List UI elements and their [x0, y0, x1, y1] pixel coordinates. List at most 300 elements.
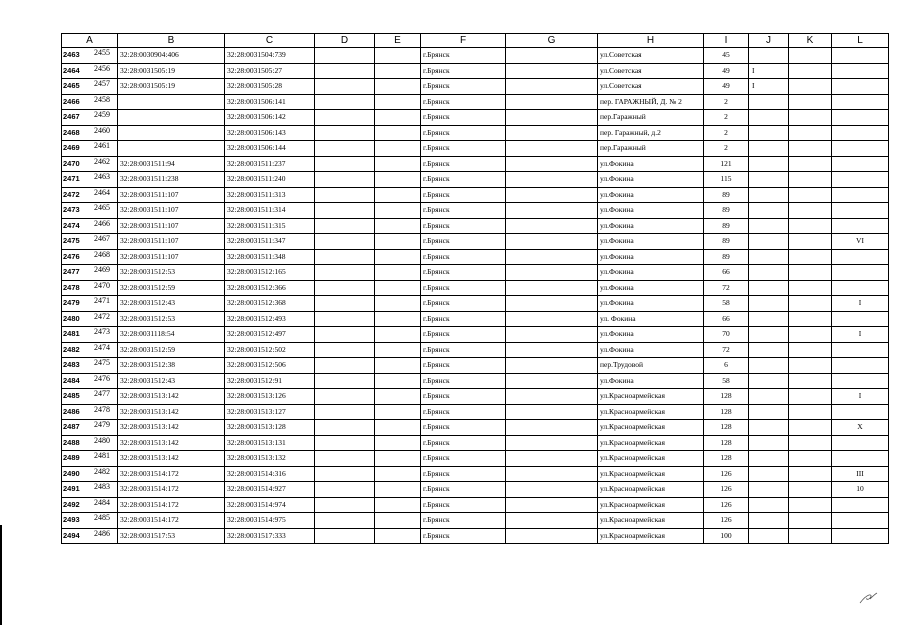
- cell-l[interactable]: [832, 280, 889, 296]
- cell-d[interactable]: [315, 389, 375, 405]
- cell-k[interactable]: [789, 296, 832, 312]
- cell-h[interactable]: ул.Советская: [598, 48, 704, 64]
- cell-h[interactable]: ул.Фокина: [598, 187, 704, 203]
- cell-g[interactable]: [506, 451, 598, 467]
- cell-f[interactable]: г.Брянск: [421, 218, 506, 234]
- cell-a[interactable]: [62, 420, 118, 436]
- cell-i[interactable]: 2: [704, 125, 749, 141]
- cell-f[interactable]: г.Брянск: [421, 513, 506, 529]
- cell-j[interactable]: [749, 280, 789, 296]
- cell-h[interactable]: ул.Фокина: [598, 342, 704, 358]
- cell-f[interactable]: г.Брянск: [421, 466, 506, 482]
- cell-b[interactable]: 32:28:0031512:43: [118, 296, 225, 312]
- cell-g[interactable]: [506, 79, 598, 95]
- cell-i[interactable]: 6: [704, 358, 749, 374]
- cell-b[interactable]: 32:28:0031514:172: [118, 513, 225, 529]
- cell-j[interactable]: [749, 311, 789, 327]
- cell-b[interactable]: 32:28:0031512:43: [118, 373, 225, 389]
- cell-g[interactable]: [506, 513, 598, 529]
- cell-g[interactable]: [506, 218, 598, 234]
- cell-l[interactable]: [832, 497, 889, 513]
- cell-i[interactable]: 66: [704, 311, 749, 327]
- cell-c[interactable]: 32:28:0031511:240: [225, 172, 315, 188]
- cell-l[interactable]: [832, 435, 889, 451]
- cell-g[interactable]: [506, 280, 598, 296]
- cell-e[interactable]: [375, 389, 421, 405]
- cell-l[interactable]: [832, 156, 889, 172]
- column-header-g[interactable]: G: [506, 34, 598, 48]
- cell-l[interactable]: [832, 342, 889, 358]
- cell-c[interactable]: 32:28:0031506:143: [225, 125, 315, 141]
- cell-d[interactable]: [315, 125, 375, 141]
- cell-a[interactable]: [62, 48, 118, 64]
- cell-d[interactable]: [315, 48, 375, 64]
- cell-g[interactable]: [506, 435, 598, 451]
- cell-j[interactable]: I: [749, 79, 789, 95]
- cell-b[interactable]: 32:28:0031513:142: [118, 404, 225, 420]
- cell-a[interactable]: [62, 451, 118, 467]
- cell-j[interactable]: [749, 373, 789, 389]
- cell-e[interactable]: [375, 451, 421, 467]
- cell-c[interactable]: 32:28:0031511:237: [225, 156, 315, 172]
- cell-g[interactable]: [506, 141, 598, 157]
- cell-h[interactable]: ул.Фокина: [598, 249, 704, 265]
- cell-h[interactable]: ул. Фокина: [598, 311, 704, 327]
- cell-j[interactable]: [749, 48, 789, 64]
- cell-a[interactable]: [62, 296, 118, 312]
- cell-e[interactable]: [375, 373, 421, 389]
- cell-g[interactable]: [506, 420, 598, 436]
- cell-b[interactable]: [118, 125, 225, 141]
- cell-d[interactable]: [315, 420, 375, 436]
- cell-b[interactable]: 32:28:0031511:107: [118, 218, 225, 234]
- cell-h[interactable]: пер.Гаражный: [598, 110, 704, 126]
- cell-b[interactable]: 32:28:0031513:142: [118, 389, 225, 405]
- cell-d[interactable]: [315, 342, 375, 358]
- cell-j[interactable]: [749, 389, 789, 405]
- cell-e[interactable]: [375, 358, 421, 374]
- cell-e[interactable]: [375, 79, 421, 95]
- cell-h[interactable]: ул.Красноармейская: [598, 482, 704, 498]
- cell-h[interactable]: ул.Советская: [598, 79, 704, 95]
- cell-g[interactable]: [506, 156, 598, 172]
- cell-h[interactable]: ул.Фокина: [598, 296, 704, 312]
- cell-j[interactable]: [749, 265, 789, 281]
- cell-g[interactable]: [506, 234, 598, 250]
- cell-b[interactable]: 32:28:0031512:53: [118, 311, 225, 327]
- cell-l[interactable]: [832, 63, 889, 79]
- column-header-j[interactable]: J: [749, 34, 789, 48]
- cell-b[interactable]: 32:28:0031514:172: [118, 466, 225, 482]
- cell-f[interactable]: г.Брянск: [421, 125, 506, 141]
- cell-l[interactable]: [832, 373, 889, 389]
- cell-d[interactable]: [315, 327, 375, 343]
- cell-a[interactable]: [62, 280, 118, 296]
- cell-c[interactable]: 32:28:0031511:348: [225, 249, 315, 265]
- cell-d[interactable]: [315, 358, 375, 374]
- cell-j[interactable]: [749, 94, 789, 110]
- cell-g[interactable]: [506, 296, 598, 312]
- cell-f[interactable]: г.Брянск: [421, 156, 506, 172]
- column-header-h[interactable]: H: [598, 34, 704, 48]
- cell-c[interactable]: 32:28:0031505:27: [225, 63, 315, 79]
- cell-c[interactable]: 32:28:0031506:141: [225, 94, 315, 110]
- cell-c[interactable]: 32:28:0031511:313: [225, 187, 315, 203]
- cell-c[interactable]: 32:28:0031514:927: [225, 482, 315, 498]
- column-header-b[interactable]: B: [118, 34, 225, 48]
- cell-b[interactable]: 32:28:0031514:172: [118, 497, 225, 513]
- cell-j[interactable]: [749, 110, 789, 126]
- cell-b[interactable]: 32:28:0030904:406: [118, 48, 225, 64]
- cell-g[interactable]: [506, 265, 598, 281]
- cell-g[interactable]: [506, 342, 598, 358]
- cell-f[interactable]: г.Брянск: [421, 187, 506, 203]
- cell-d[interactable]: [315, 187, 375, 203]
- cell-k[interactable]: [789, 265, 832, 281]
- cell-g[interactable]: [506, 249, 598, 265]
- cell-b[interactable]: 32:28:0031513:142: [118, 435, 225, 451]
- cell-b[interactable]: 32:28:0031513:142: [118, 420, 225, 436]
- cell-i[interactable]: 72: [704, 342, 749, 358]
- cell-e[interactable]: [375, 327, 421, 343]
- cell-i[interactable]: 128: [704, 404, 749, 420]
- cell-k[interactable]: [789, 342, 832, 358]
- cell-l[interactable]: VI: [832, 234, 889, 250]
- cell-b[interactable]: 32:28:0031511:107: [118, 203, 225, 219]
- cell-d[interactable]: [315, 218, 375, 234]
- cell-d[interactable]: [315, 249, 375, 265]
- cell-b[interactable]: 32:28:0031511:94: [118, 156, 225, 172]
- cell-h[interactable]: пер. Гаражный, д.2: [598, 125, 704, 141]
- cell-d[interactable]: [315, 513, 375, 529]
- cell-c[interactable]: 32:28:0031512:497: [225, 327, 315, 343]
- cell-b[interactable]: 32:28:0031511:107: [118, 187, 225, 203]
- cell-d[interactable]: [315, 280, 375, 296]
- cell-e[interactable]: [375, 280, 421, 296]
- cell-a[interactable]: [62, 389, 118, 405]
- cell-b[interactable]: 32:28:0031511:107: [118, 249, 225, 265]
- cell-i[interactable]: 2: [704, 110, 749, 126]
- cell-h[interactable]: ул.Красноармейская: [598, 404, 704, 420]
- cell-h[interactable]: ул.Красноармейская: [598, 435, 704, 451]
- cell-j[interactable]: [749, 497, 789, 513]
- cell-j[interactable]: [749, 296, 789, 312]
- cell-f[interactable]: г.Брянск: [421, 63, 506, 79]
- cell-c[interactable]: 32:28:0031513:126: [225, 389, 315, 405]
- cell-k[interactable]: [789, 203, 832, 219]
- cell-i[interactable]: 49: [704, 79, 749, 95]
- cell-g[interactable]: [506, 125, 598, 141]
- cell-e[interactable]: [375, 420, 421, 436]
- cell-b[interactable]: 32:28:0031118:54: [118, 327, 225, 343]
- cell-l[interactable]: [832, 528, 889, 544]
- cell-b[interactable]: 32:28:0031517:53: [118, 528, 225, 544]
- column-header-e[interactable]: E: [375, 34, 421, 48]
- cell-j[interactable]: I: [749, 63, 789, 79]
- cell-l[interactable]: [832, 125, 889, 141]
- cell-g[interactable]: [506, 172, 598, 188]
- cell-j[interactable]: [749, 435, 789, 451]
- cell-i[interactable]: 2: [704, 141, 749, 157]
- cell-g[interactable]: [506, 497, 598, 513]
- cell-k[interactable]: [789, 435, 832, 451]
- cell-g[interactable]: [506, 528, 598, 544]
- cell-f[interactable]: г.Брянск: [421, 420, 506, 436]
- cell-d[interactable]: [315, 466, 375, 482]
- cell-a[interactable]: [62, 513, 118, 529]
- cell-j[interactable]: [749, 141, 789, 157]
- column-header-d[interactable]: D: [315, 34, 375, 48]
- cell-f[interactable]: г.Брянск: [421, 110, 506, 126]
- cell-e[interactable]: [375, 63, 421, 79]
- cell-d[interactable]: [315, 482, 375, 498]
- cell-i[interactable]: 89: [704, 218, 749, 234]
- cell-e[interactable]: [375, 234, 421, 250]
- cell-a[interactable]: [62, 172, 118, 188]
- cell-g[interactable]: [506, 63, 598, 79]
- cell-g[interactable]: [506, 373, 598, 389]
- cell-d[interactable]: [315, 497, 375, 513]
- cell-c[interactable]: 32:28:0031514:974: [225, 497, 315, 513]
- cell-b[interactable]: 32:28:0031511:238: [118, 172, 225, 188]
- cell-l[interactable]: [832, 311, 889, 327]
- cell-j[interactable]: [749, 327, 789, 343]
- cell-b[interactable]: 32:28:0031514:172: [118, 482, 225, 498]
- cell-d[interactable]: [315, 234, 375, 250]
- cell-k[interactable]: [789, 94, 832, 110]
- cell-e[interactable]: [375, 203, 421, 219]
- cell-l[interactable]: [832, 48, 889, 64]
- cell-g[interactable]: [506, 110, 598, 126]
- cell-j[interactable]: [749, 342, 789, 358]
- cell-f[interactable]: г.Брянск: [421, 172, 506, 188]
- cell-i[interactable]: 89: [704, 187, 749, 203]
- cell-l[interactable]: X: [832, 420, 889, 436]
- cell-e[interactable]: [375, 48, 421, 64]
- cell-i[interactable]: 2: [704, 94, 749, 110]
- cell-h[interactable]: пер.Трудовой: [598, 358, 704, 374]
- cell-a[interactable]: [62, 234, 118, 250]
- cell-i[interactable]: 89: [704, 234, 749, 250]
- cell-j[interactable]: [749, 156, 789, 172]
- cell-f[interactable]: г.Брянск: [421, 342, 506, 358]
- cell-l[interactable]: I: [832, 389, 889, 405]
- cell-a[interactable]: [62, 218, 118, 234]
- cell-h[interactable]: ул.Красноармейская: [598, 389, 704, 405]
- cell-k[interactable]: [789, 141, 832, 157]
- cell-i[interactable]: 70: [704, 327, 749, 343]
- cell-c[interactable]: 32:28:0031506:142: [225, 110, 315, 126]
- cell-i[interactable]: 126: [704, 466, 749, 482]
- cell-h[interactable]: ул.Красноармейская: [598, 528, 704, 544]
- cell-a[interactable]: [62, 311, 118, 327]
- cell-f[interactable]: г.Брянск: [421, 234, 506, 250]
- cell-i[interactable]: 72: [704, 280, 749, 296]
- cell-k[interactable]: [789, 156, 832, 172]
- cell-e[interactable]: [375, 404, 421, 420]
- cell-a[interactable]: [62, 110, 118, 126]
- cell-l[interactable]: [832, 404, 889, 420]
- cell-b[interactable]: 32:28:0031505:19: [118, 79, 225, 95]
- cell-h[interactable]: ул.Красноармейская: [598, 466, 704, 482]
- cell-i[interactable]: 58: [704, 296, 749, 312]
- cell-l[interactable]: I: [832, 327, 889, 343]
- cell-h[interactable]: ул.Фокина: [598, 280, 704, 296]
- cell-l[interactable]: [832, 451, 889, 467]
- cell-e[interactable]: [375, 311, 421, 327]
- cell-l[interactable]: III: [832, 466, 889, 482]
- cell-i[interactable]: 89: [704, 249, 749, 265]
- cell-i[interactable]: 115: [704, 172, 749, 188]
- cell-h[interactable]: ул.Красноармейская: [598, 451, 704, 467]
- cell-e[interactable]: [375, 296, 421, 312]
- cell-f[interactable]: г.Брянск: [421, 280, 506, 296]
- cell-d[interactable]: [315, 172, 375, 188]
- cell-i[interactable]: 58: [704, 373, 749, 389]
- cell-i[interactable]: 126: [704, 482, 749, 498]
- cell-f[interactable]: г.Брянск: [421, 296, 506, 312]
- cell-j[interactable]: [749, 203, 789, 219]
- cell-k[interactable]: [789, 466, 832, 482]
- cell-e[interactable]: [375, 513, 421, 529]
- cell-e[interactable]: [375, 141, 421, 157]
- cell-d[interactable]: [315, 528, 375, 544]
- cell-f[interactable]: г.Брянск: [421, 451, 506, 467]
- cell-f[interactable]: г.Брянск: [421, 311, 506, 327]
- cell-h[interactable]: ул.Красноармейская: [598, 513, 704, 529]
- cell-d[interactable]: [315, 63, 375, 79]
- cell-d[interactable]: [315, 296, 375, 312]
- cell-f[interactable]: г.Брянск: [421, 404, 506, 420]
- cell-e[interactable]: [375, 187, 421, 203]
- cell-i[interactable]: 128: [704, 420, 749, 436]
- cell-i[interactable]: 126: [704, 513, 749, 529]
- cell-g[interactable]: [506, 187, 598, 203]
- cell-k[interactable]: [789, 420, 832, 436]
- cell-h[interactable]: ул.Красноармейская: [598, 497, 704, 513]
- cell-c[interactable]: 32:28:0031514:316: [225, 466, 315, 482]
- cell-k[interactable]: [789, 327, 832, 343]
- cell-a[interactable]: [62, 466, 118, 482]
- cell-c[interactable]: 32:28:0031512:91: [225, 373, 315, 389]
- cell-j[interactable]: [749, 513, 789, 529]
- cell-h[interactable]: ул.Фокина: [598, 218, 704, 234]
- cell-f[interactable]: г.Брянск: [421, 141, 506, 157]
- cell-h[interactable]: ул.Фокина: [598, 373, 704, 389]
- cell-k[interactable]: [789, 110, 832, 126]
- cell-k[interactable]: [789, 63, 832, 79]
- cell-c[interactable]: 32:28:0031511:315: [225, 218, 315, 234]
- cell-k[interactable]: [789, 311, 832, 327]
- cell-d[interactable]: [315, 203, 375, 219]
- cell-h[interactable]: ул.Фокина: [598, 172, 704, 188]
- cell-b[interactable]: 32:28:0031505:19: [118, 63, 225, 79]
- cell-l[interactable]: [832, 172, 889, 188]
- column-header-i[interactable]: I: [704, 34, 749, 48]
- cell-k[interactable]: [789, 389, 832, 405]
- cell-h[interactable]: ул.Фокина: [598, 203, 704, 219]
- cell-l[interactable]: [832, 218, 889, 234]
- cell-k[interactable]: [789, 513, 832, 529]
- cell-c[interactable]: 32:28:0031512:506: [225, 358, 315, 374]
- cell-j[interactable]: [749, 172, 789, 188]
- cell-i[interactable]: 45: [704, 48, 749, 64]
- cell-d[interactable]: [315, 79, 375, 95]
- cell-k[interactable]: [789, 172, 832, 188]
- cell-h[interactable]: ул.Фокина: [598, 156, 704, 172]
- cell-c[interactable]: 32:28:0031513:132: [225, 451, 315, 467]
- cell-c[interactable]: 32:28:0031513:128: [225, 420, 315, 436]
- cell-j[interactable]: [749, 249, 789, 265]
- cell-g[interactable]: [506, 311, 598, 327]
- cell-f[interactable]: г.Брянск: [421, 327, 506, 343]
- cell-a[interactable]: [62, 79, 118, 95]
- cell-c[interactable]: 32:28:0031512:502: [225, 342, 315, 358]
- cell-d[interactable]: [315, 265, 375, 281]
- cell-e[interactable]: [375, 482, 421, 498]
- cell-g[interactable]: [506, 358, 598, 374]
- cell-f[interactable]: г.Брянск: [421, 249, 506, 265]
- cell-j[interactable]: [749, 482, 789, 498]
- cell-k[interactable]: [789, 497, 832, 513]
- cell-h[interactable]: пер.Гаражный: [598, 141, 704, 157]
- cell-a[interactable]: [62, 342, 118, 358]
- cell-a[interactable]: [62, 327, 118, 343]
- cell-f[interactable]: г.Брянск: [421, 265, 506, 281]
- cell-i[interactable]: 128: [704, 435, 749, 451]
- column-header-c[interactable]: C: [225, 34, 315, 48]
- cell-f[interactable]: г.Брянск: [421, 482, 506, 498]
- cell-a[interactable]: [62, 125, 118, 141]
- cell-f[interactable]: г.Брянск: [421, 528, 506, 544]
- cell-h[interactable]: ул.Фокина: [598, 327, 704, 343]
- cell-d[interactable]: [315, 156, 375, 172]
- cell-l[interactable]: [832, 187, 889, 203]
- cell-e[interactable]: [375, 156, 421, 172]
- cell-k[interactable]: [789, 218, 832, 234]
- cell-a[interactable]: [62, 141, 118, 157]
- cell-a[interactable]: [62, 497, 118, 513]
- cell-j[interactable]: [749, 466, 789, 482]
- cell-g[interactable]: [506, 94, 598, 110]
- cell-k[interactable]: [789, 234, 832, 250]
- cell-c[interactable]: 32:28:0031514:975: [225, 513, 315, 529]
- cell-f[interactable]: г.Брянск: [421, 203, 506, 219]
- cell-l[interactable]: [832, 358, 889, 374]
- cell-c[interactable]: 32:28:0031512:366: [225, 280, 315, 296]
- cell-k[interactable]: [789, 249, 832, 265]
- cell-g[interactable]: [506, 48, 598, 64]
- column-header-f[interactable]: F: [421, 34, 506, 48]
- cell-l[interactable]: [832, 79, 889, 95]
- cell-b[interactable]: 32:28:0031511:107: [118, 234, 225, 250]
- cell-i[interactable]: 100: [704, 528, 749, 544]
- cell-a[interactable]: [62, 482, 118, 498]
- cell-a[interactable]: [62, 404, 118, 420]
- cell-b[interactable]: [118, 110, 225, 126]
- cell-c[interactable]: 32:28:0031512:493: [225, 311, 315, 327]
- cell-i[interactable]: 121: [704, 156, 749, 172]
- cell-e[interactable]: [375, 528, 421, 544]
- column-header-l[interactable]: L: [832, 34, 889, 48]
- column-header-a[interactable]: A: [62, 34, 118, 48]
- cell-e[interactable]: [375, 435, 421, 451]
- cell-h[interactable]: ул.Фокина: [598, 234, 704, 250]
- cell-k[interactable]: [789, 280, 832, 296]
- cell-l[interactable]: [832, 249, 889, 265]
- cell-j[interactable]: [749, 451, 789, 467]
- cell-l[interactable]: [832, 94, 889, 110]
